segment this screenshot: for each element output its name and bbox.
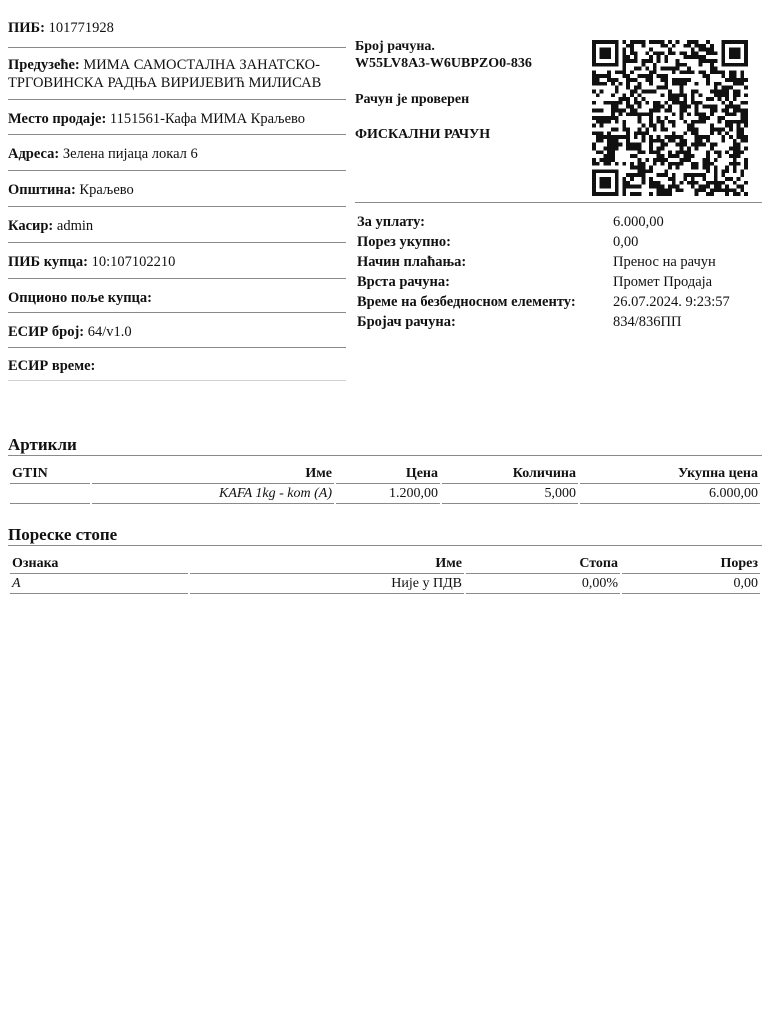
col-qty: Количина [442,465,578,484]
invoice-number-label: Број рачуна. [355,39,435,54]
pib-row [8,18,346,48]
article-qty: 5,000 [442,484,578,504]
esir-number-value: 64/v1.0 [87,324,132,340]
col-tax-name: Име [190,555,464,574]
summary-label: Врста рачуна: [357,274,450,290]
articles-title: Артикли [8,435,762,456]
address-row [8,135,346,171]
article-name: KAFA 1kg - kom (A) [92,484,334,504]
summary-value: 0,00 [613,234,639,250]
buyer-optional-label: Опционо поље купца: [8,290,152,306]
table-row [10,574,760,594]
sale-place-label: Место продаје: [8,111,107,127]
col-total: Укупна цена [580,465,760,484]
divider [355,202,762,203]
buyer-pib-label: ПИБ купца: [8,254,88,270]
invoice-verified: Рачун је проверен [355,92,470,107]
pib-label: ПИБ: [8,20,45,36]
address-value: Зелена пијаца локал 6 [62,146,198,162]
tax-amount: 0,00 [622,574,760,594]
municipality-row [8,171,346,207]
summary-value: Промет Продаја [613,274,713,290]
company-row [8,48,346,100]
qr-code-icon [587,40,753,196]
col-mark: Ознака [10,555,188,574]
col-name: Име [92,465,334,484]
article-gtin [10,484,90,504]
summary-row [357,294,761,314]
summary-row [357,214,761,234]
esir-time-row [8,348,346,381]
summary-value: Пренос на рачун [613,254,716,270]
summary-value: 26.07.2024. 9:23:57 [613,294,730,310]
pib-value: 101771928 [48,20,114,36]
taxes-table [8,555,762,594]
municipality-value: Краљево [79,182,134,198]
col-tax: Порез [622,555,760,574]
articles-table [8,465,762,504]
buyer-pib-value: 10:107102210 [91,254,176,270]
article-price: 1.200,00 [336,484,440,504]
summary-label: Порез укупно: [357,234,451,250]
taxes-title: Пореске стопе [8,525,762,546]
sale-place-value: 1151561-Кафа МИМА Краљево [109,111,306,127]
summary-label: Бројач рачуна: [357,314,456,330]
company-label: Предузеће: [8,57,80,73]
summary-label: Време на безбедносном елементу: [357,294,576,310]
col-gtin: GTIN [10,465,90,484]
sale-place-row [8,100,346,135]
address-label: Адреса: [8,146,60,162]
invoice-title: ФИСКАЛНИ РАЧУН [355,127,491,142]
cashier-row [8,207,346,243]
summary-value: 834/836ПП [613,314,682,330]
summary-label: За уплату: [357,214,425,230]
tax-mark: A [10,574,188,594]
article-total: 6.000,00 [580,484,760,504]
municipality-label: Општина: [8,182,76,198]
summary-row [357,314,761,334]
table-row [10,484,760,504]
col-price: Цена [336,465,440,484]
summary-row [357,254,761,274]
invoice-number: W55LV8A3-W6UBPZO0-836 [355,56,532,71]
summary-row [357,274,761,294]
seller-info [8,18,346,381]
summary-table [357,214,761,334]
cashier-value: admin [56,218,94,234]
esir-number-label: ЕСИР број: [8,324,85,340]
tax-rate: 0,00% [466,574,620,594]
cashier-label: Касир: [8,218,54,234]
articles-header-row [10,465,760,484]
col-rate: Стопа [466,555,620,574]
company-value: МИМА САМОСТАЛНА ЗАНАТСКО-ТРГОВИНСКА РАДЊА ВИРИЈЕВИЋ МИЛИСАВ [8,57,322,91]
esir-time-label: ЕСИР време: [8,358,96,374]
buyer-optional-row [8,279,346,313]
taxes-header-row [10,555,760,574]
summary-label: Начин плаћања: [357,254,467,270]
tax-name: Није у ПДВ [190,574,464,594]
summary-value: 6.000,00 [613,214,664,230]
summary-row [357,234,761,254]
buyer-pib-row [8,243,346,279]
esir-number-row [8,313,346,348]
